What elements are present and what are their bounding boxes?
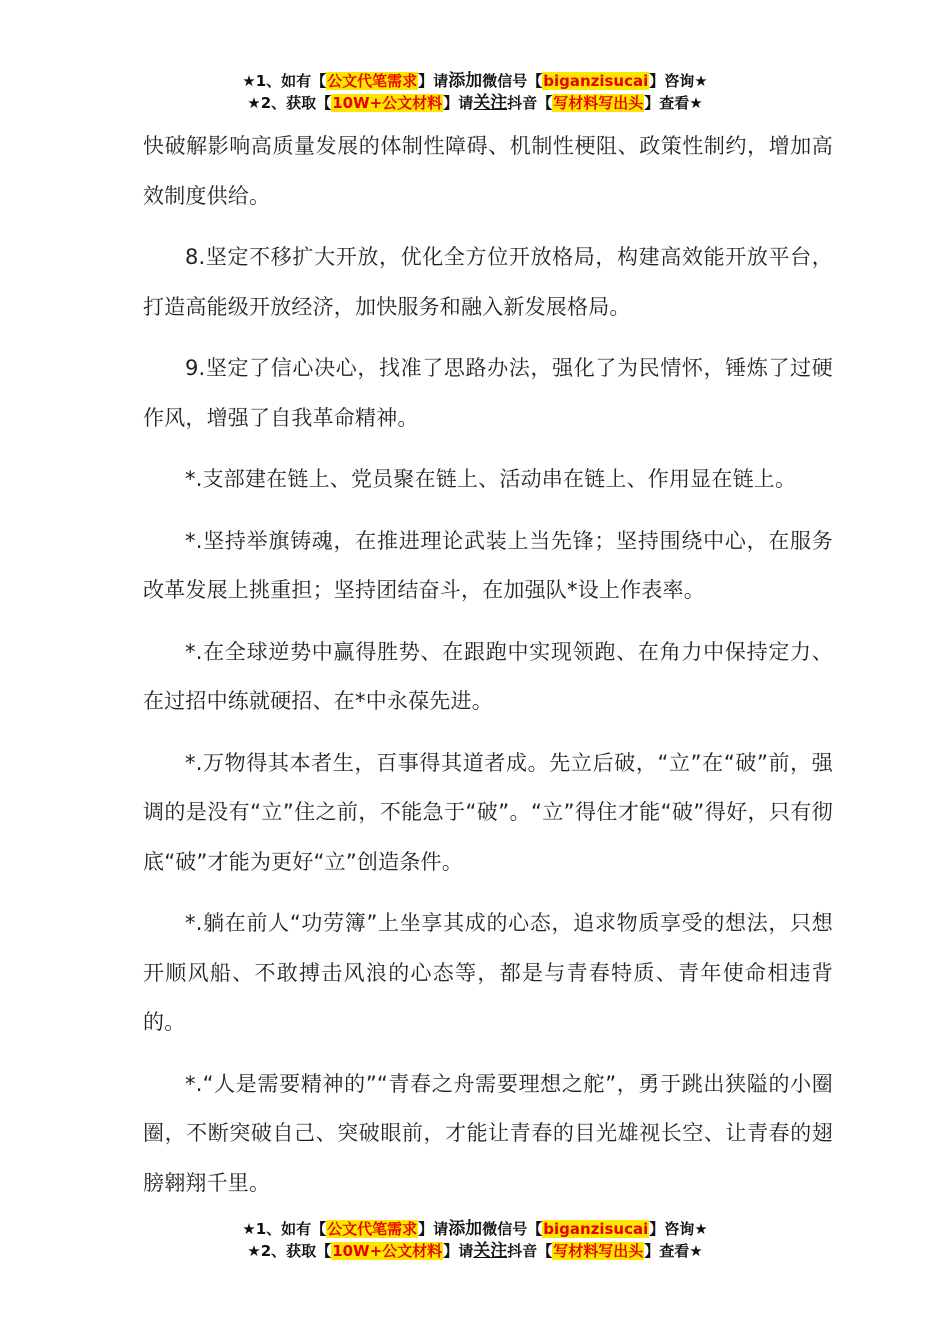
header-line-2-suffix: 】查看★ bbox=[644, 94, 703, 112]
footer-banner bbox=[0, 1218, 950, 1262]
paragraph: *.躺在前人“功劳簿”上坐享其成的心态，追求物质享受的想法，只想开顺风船、不敢搏击风浪的心态等，都是与青春特质、青年使命相违背的。 bbox=[143, 911, 833, 1034]
footer-line-1-suffix: 】咨询★ bbox=[649, 1220, 708, 1238]
header-line-2-prefix: ★2、获取【 bbox=[247, 94, 332, 112]
header-line-1-add: 添加 bbox=[448, 71, 483, 91]
header-highlight-materials: 10W+公文材料 bbox=[332, 94, 443, 112]
paragraph: 快破解影响高质量发展的体制性障碍、机制性梗阻、政策性制约，增加高效制度供给。 bbox=[143, 134, 833, 208]
footer-highlight-materials: 10W+公文材料 bbox=[332, 1242, 443, 1260]
footer-line-1 bbox=[0, 1218, 950, 1240]
paragraph: *.万物得其本者生，百事得其道者成。先立后破，“立”在“破”前，强调的是没有“立”住之前，不能急于“破”。“立”得住才能“破”得好，只有彻底“破”才能为更好“立”创造条件。 bbox=[143, 750, 833, 874]
footer-line-2-suffix: 】查看★ bbox=[644, 1242, 703, 1260]
header-line-2-douyin: 抖音【 bbox=[507, 94, 553, 112]
header-line-1-wechat: 微信号【 bbox=[482, 72, 543, 90]
header-line-1-suffix: 】咨询★ bbox=[649, 72, 708, 90]
footer-line-2-douyin: 抖音【 bbox=[507, 1242, 553, 1260]
paragraph: *.坚持举旗铸魂，在推进理论武装上当先锋；坚持围绕中心，在服务改革发展上挑重担；坚持团结奋斗，在加强队*设上作表率。 bbox=[143, 528, 833, 602]
header-highlight-wechat-id: biganzisucai bbox=[543, 72, 649, 90]
footer-highlight-douyin-id: 写材料写出头 bbox=[553, 1242, 644, 1260]
footer-line-1-prefix: ★1、如有【 bbox=[242, 1220, 327, 1238]
footer-highlight-wechat-id: biganzisucai bbox=[543, 1220, 649, 1238]
header-line-2 bbox=[0, 92, 950, 114]
header-banner bbox=[0, 70, 950, 114]
footer-line-2 bbox=[0, 1240, 950, 1262]
paragraph: *.“人是需要精神的”“青春之舟需要理想之舵”，勇于跳出狭隘的小圈圈，不断突破自己、突破眼前，才能让青春的目光雄视长空、让青春的翅膀翱翔千里。 bbox=[143, 1071, 833, 1195]
paragraph: *.支部建在链上、党员聚在链上、活动串在链上、作用显在链上。 bbox=[185, 467, 797, 491]
footer-line-1-wechat: 微信号【 bbox=[482, 1220, 543, 1238]
header-line-1 bbox=[0, 70, 950, 92]
header-line-1-prefix: ★1、如有【 bbox=[242, 72, 327, 90]
footer-line-2-prefix: ★2、获取【 bbox=[247, 1242, 332, 1260]
footer-highlight-service: 公文代笔需求 bbox=[327, 1220, 418, 1238]
footer-line-2-follow: 关注 bbox=[473, 1241, 508, 1261]
header-line-2-follow: 关注 bbox=[473, 93, 508, 113]
footer-line-1-add: 添加 bbox=[448, 1219, 483, 1239]
footer-line-2-please: 】请 bbox=[443, 1242, 474, 1260]
footer-line-1-please: 】请 bbox=[418, 1220, 449, 1238]
header-highlight-service: 公文代笔需求 bbox=[327, 72, 418, 90]
paragraph: *.在全球逆势中赢得胜势、在跟跑中实现领跑、在角力中保持定力、在过招中练就硬招、在*中永葆先进。 bbox=[143, 639, 833, 713]
document-body bbox=[143, 122, 833, 1220]
header-line-2-please: 】请 bbox=[443, 94, 474, 112]
paragraph: 9.坚定了信心决心，找准了思路办法，强化了为民情怀，锤炼了过硬作风，增强了自我革命精神。 bbox=[143, 356, 833, 430]
header-line-1-please: 】请 bbox=[418, 72, 449, 90]
paragraph: 8.坚定不移扩大开放，优化全方位开放格局，构建高效能开放平台，打造高能级开放经济，加快服务和融入新发展格局。 bbox=[143, 245, 833, 319]
header-highlight-douyin-id: 写材料写出头 bbox=[553, 94, 644, 112]
